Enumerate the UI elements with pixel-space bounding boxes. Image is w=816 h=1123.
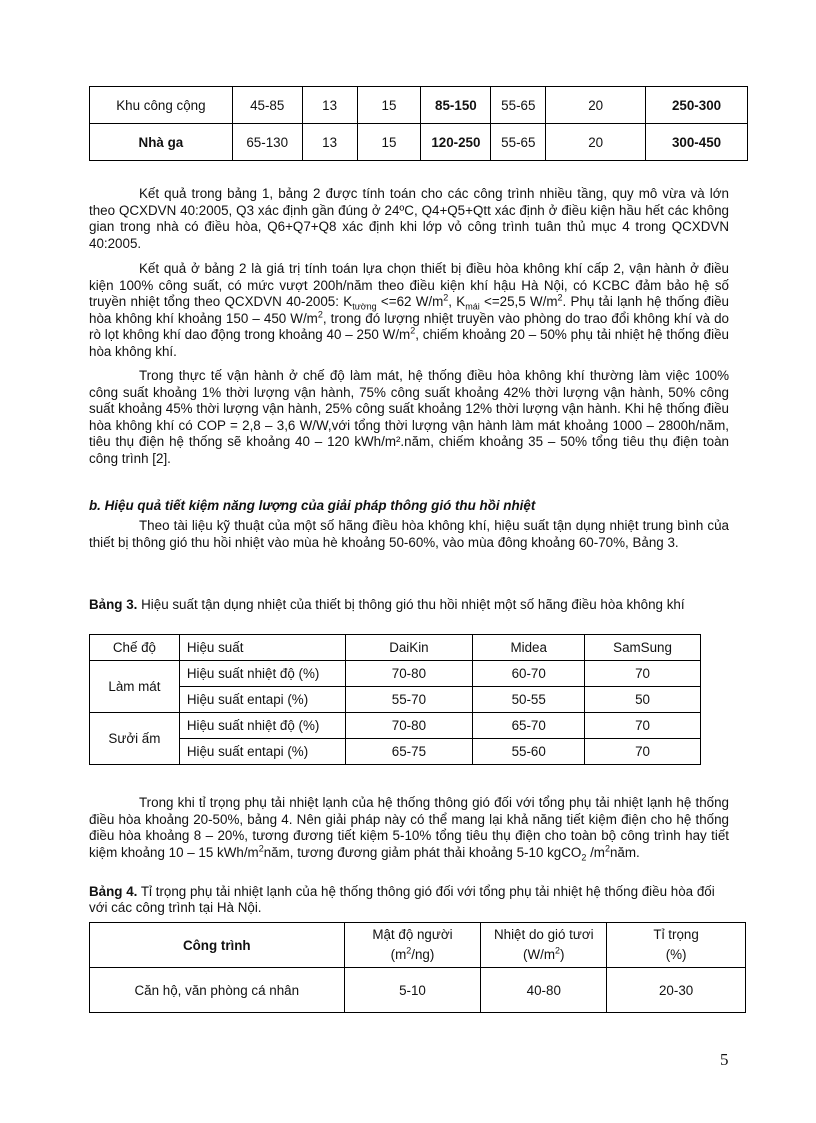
mode-cell: Làm mát <box>90 661 180 713</box>
table-4-caption <box>89 884 729 916</box>
table-cell: 13 <box>302 87 357 124</box>
table-row <box>90 968 746 1013</box>
superscript: 2 <box>317 309 323 320</box>
table-cell: Hiệu suất nhiệt độ (%) <box>179 713 345 739</box>
header-text: Tỉ trọng <box>653 927 699 942</box>
header-text: Mật độ người <box>372 927 453 942</box>
caption-text: Hiệu suất tận dụng nhiệt của thiết bị thông gió thu hồi nhiệt một số hãng điều hòa không khí <box>137 597 685 612</box>
subscript: tường <box>352 301 377 312</box>
paragraph-3 <box>89 368 729 467</box>
table-row <box>90 713 701 739</box>
table-cell: 15 <box>357 87 421 124</box>
table-cell: 65-75 <box>345 739 473 765</box>
header-text: ) <box>560 947 565 962</box>
header-text: (%) <box>665 947 687 962</box>
table-row <box>90 87 748 124</box>
table-cell: 15 <box>357 124 421 161</box>
paragraph-text: Kết quả trong bảng 1, bảng 2 được tính toán cho các công trình nhiều tầng, quy mô vừa và lớn theo QCXDVN 40:2005, Q3 xác định gần đúng ở 24ºC, Q4+Q5+Qtt xác định ở điều kiện hầu hết các không gian trong nhà có điều hòa, Q6+Q7+Q8 xác định khi lớp vỏ công trình tuân thủ mục 4 trong QCXDVN 40:2005. <box>89 186 729 251</box>
paragraph-text: năm, tương đương giảm phát thải khoảng 5-10 kgCO <box>263 844 582 860</box>
page-number: 5 <box>720 1050 729 1069</box>
superscript: 2 <box>443 292 449 303</box>
column-header: Công trình <box>90 923 345 968</box>
superscript: 2 <box>258 843 264 854</box>
caption-label: Bảng 3. <box>89 597 138 612</box>
table-cell: 55-60 <box>473 739 585 765</box>
table-cell: 120-250 <box>421 124 491 161</box>
header-text: /ng) <box>411 947 435 962</box>
table-3-caption <box>89 597 729 613</box>
paragraph-4 <box>89 518 729 551</box>
table-cell: 65-70 <box>473 713 585 739</box>
paragraph-text: Trong khi tỉ trọng phụ tải nhiệt lạnh của hệ thống thông gió đối với tổng phụ tải nhiệt lạnh hệ thống điều hòa khoảng 20-50%, bảng 4. Nên giải pháp này có thể mang lại khả năng tiết kiệm điện cho hệ thống điều hòa khoảng 8 – 20%, tương đương tiết kiệm 5-10% tổng tiêu thụ điện cho toàn bộ công trình hay tiết kiệm khoảng 10 – 15 kWh/m <box>89 795 729 860</box>
table-cell: 300-450 <box>646 124 748 161</box>
subscript: 2 <box>581 852 587 863</box>
table-row <box>90 739 701 765</box>
table-cell: Hiệu suất nhiệt độ (%) <box>179 661 345 687</box>
table-header-row <box>90 635 701 661</box>
table-cell: 55-65 <box>491 87 546 124</box>
paragraph-text: . Phụ tải lạnh hệ thống điều hòa không khí khoảng 150 – 450 W/m <box>89 294 729 326</box>
paragraph-text: Trong thực tế vận hành ở chế độ làm mát, hệ thống điều hòa không khí thường làm việc 100% công suất khoảng 1% thời lượng vận hành, 75% công suất khoảng 42% thời lượng vận hành, 50% công suất khoảng 45% thời lượng vận hành, 25% công suất khoảng 12% thời lượng vận hành. Khi hệ thống điều hòa không khí có COP = 2,8 – 3,6 W/W,với tổng thời lượng vận hành làm mát khoảng 1000 – 2800h/năm, tiêu thụ điện hệ thống sẽ khoảng 40 – 120 kWh/m².năm, chiếm khoảng 35 – 50% tổng tiêu thụ điện toàn công trình [2]. <box>89 368 729 466</box>
column-header: DaiKin <box>345 635 473 661</box>
table-header-row <box>90 923 746 968</box>
paragraph-text: , trong đó lượng nhiệt truyền vào phòng do trao đổi không khí và do rò lọt không khí dao động trong khoảng 40 – 250 W/m <box>89 310 730 342</box>
column-header: Midea <box>473 635 585 661</box>
table-cell: 20-30 <box>607 968 746 1013</box>
caption-text: Tỉ trọng phụ tải nhiệt lạnh của hệ thống thông gió đối với tổng phụ tải nhiệt hệ thống điều hòa đối với các công trình tại Hà Nội. <box>89 884 715 915</box>
table-cell: 70 <box>585 739 701 765</box>
superscript: 2 <box>557 292 563 303</box>
paragraph-2 <box>89 261 729 360</box>
table-row <box>90 687 701 713</box>
table-cell: 20 <box>546 124 646 161</box>
table-cell: Hiệu suất entapi (%) <box>179 687 345 713</box>
table-cell: 55-65 <box>491 124 546 161</box>
column-header <box>607 923 746 968</box>
table-row <box>90 661 701 687</box>
table-cell: 40-80 <box>481 968 607 1013</box>
table-cell: 50 <box>585 687 701 713</box>
column-header: SamSung <box>585 635 701 661</box>
paragraph-text: /m <box>586 844 605 860</box>
table-cell: 5-10 <box>344 968 481 1013</box>
header-text: (m <box>390 947 407 962</box>
paragraph-text: Kết quả ở bảng 2 là giá trị tính toán lựa chọn thiết bị điều hòa không khí cấp 2, vận hành ở điều kiện 100% công suất, có mức vượt 200h/năm theo điều kiện khí hậu Hà Nội, có KCBC đảm bảo hệ số truyền nhiệt tổng theo QCXDVN 40-2005: K <box>89 261 729 309</box>
table-cell: Hiệu suất entapi (%) <box>179 739 345 765</box>
mode-cell: Sưởi ấm <box>90 713 180 765</box>
header-text: (W/m <box>523 947 556 962</box>
section-heading: b. Hiệu quả tiết kiệm năng lượng của giải pháp thông gió thu hồi nhiệt <box>89 498 536 513</box>
table-row <box>90 124 748 161</box>
table-cell: 50-55 <box>473 687 585 713</box>
table-cell: 70-80 <box>345 661 473 687</box>
column-header <box>344 923 481 968</box>
table-cell: 85-150 <box>421 87 491 124</box>
paragraph-text: , K <box>448 294 466 309</box>
superscript: 2 <box>604 843 610 854</box>
table-cell: Nhà ga <box>90 124 233 161</box>
caption-label: Bảng 4. <box>89 884 138 899</box>
table-cell: 60-70 <box>473 661 585 687</box>
paragraph-text: , chiếm khoảng 20 – 50% phụ tải nhiệt hệ thống điều hòa không khí. <box>89 327 729 359</box>
paragraph-1 <box>89 186 729 252</box>
table-cell: Căn hộ, văn phòng cá nhân <box>90 968 345 1013</box>
header-text: Nhiệt do gió tươi <box>493 927 594 942</box>
subscript: mái <box>465 301 480 312</box>
paragraph-5 <box>89 795 729 861</box>
paragraph-text: Theo tài liệu kỹ thuật của một số hãng điều hòa không khí, hiệu suất tận dụng nhiệt trung bình của thiết bị thông gió thu hồi nhiệt vào mùa hè khoảng 50-60%, vào mùa đông khoảng 60-70%, Bảng 3. <box>89 518 729 550</box>
table-cell: 70 <box>585 661 701 687</box>
table-3 <box>89 634 701 765</box>
superscript: 2 <box>555 945 561 956</box>
table-4 <box>89 922 746 1013</box>
table-cell: 70 <box>585 713 701 739</box>
table-cell: 13 <box>302 124 357 161</box>
table-cell: 65-130 <box>232 124 302 161</box>
column-header: Chế độ <box>90 635 180 661</box>
table-cell: 45-85 <box>232 87 302 124</box>
table-cell: Khu công cộng <box>90 87 233 124</box>
paragraph-text: năm. <box>609 844 640 860</box>
column-header <box>481 923 607 968</box>
table-cell: 70-80 <box>345 713 473 739</box>
paragraph-text: <=25,5 W/m <box>479 294 558 309</box>
column-header: Hiệu suất <box>179 635 345 661</box>
table-cell: 20 <box>546 87 646 124</box>
table-cell: 55-70 <box>345 687 473 713</box>
paragraph-text: <=62 W/m <box>376 294 444 309</box>
table-top-continuation <box>89 86 748 161</box>
superscript: 2 <box>410 325 416 336</box>
table-cell: 250-300 <box>646 87 748 124</box>
superscript: 2 <box>406 945 412 956</box>
